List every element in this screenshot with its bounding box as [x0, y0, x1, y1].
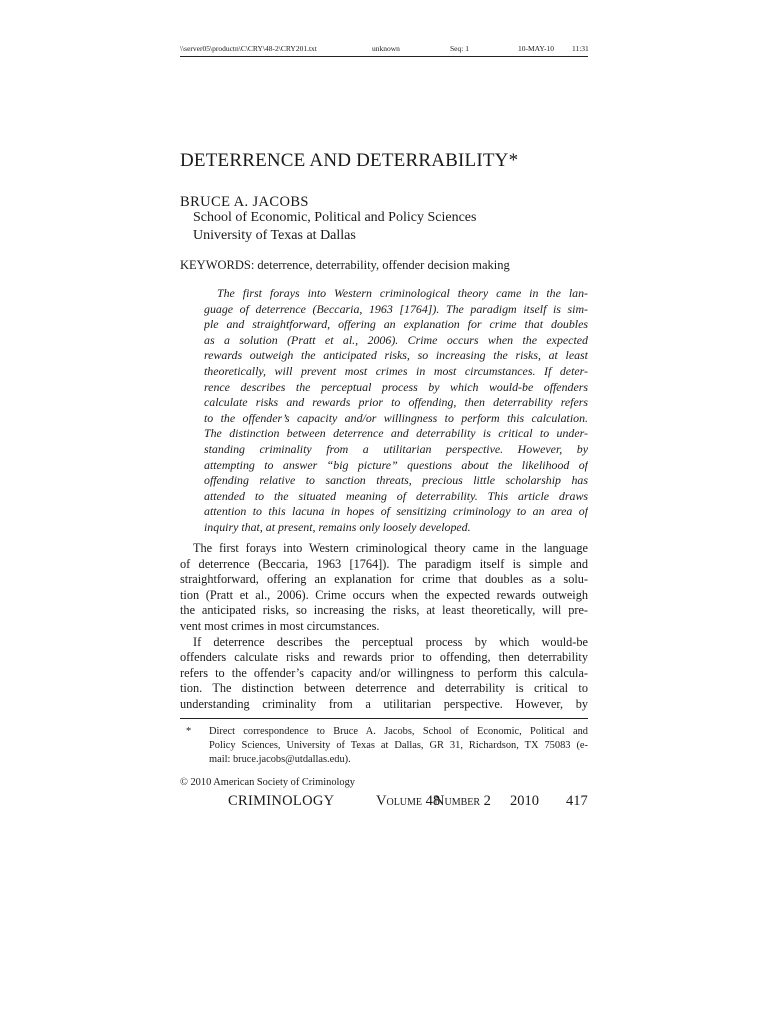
- abstract-line: calculate risks and rewards prior to offending, then deterrability refers: [204, 395, 588, 410]
- body-line: of deterrence (Beccaria, 1963 [1764]). The paradigm itself is simple and: [180, 556, 588, 571]
- body-line: The first forays into Western criminological theory came in the language: [193, 541, 588, 555]
- footnote-mark: *: [186, 726, 192, 737]
- header-time: 11:31: [572, 44, 589, 53]
- abstract-line: attempting to answer “big picture” questions about the likelihood of: [204, 457, 588, 472]
- body-line: If deterrence describes the perceptual process by which would-be: [193, 634, 588, 649]
- body-line: the anticipated risks, so increasing the risks, at least theoretically, will pre-: [180, 603, 588, 618]
- article-title: DETERRENCE AND DETERRABILITY*: [180, 150, 519, 171]
- body-line: straightforward, offering an explanation for crime that doubles as a solu-: [180, 572, 588, 587]
- header-date: 10-MAY-10: [518, 44, 554, 53]
- body-line: tion. The distinction between deterrence and deterrability is critical to: [180, 681, 588, 696]
- author-affiliation-university: University of Texas at Dallas: [193, 228, 356, 243]
- journal-year: 2010: [510, 793, 539, 809]
- abstract-line: inquiry that, at present, remains only loosely developed.: [204, 519, 471, 534]
- journal-volume: Volume 48: [376, 793, 441, 809]
- keywords: KEYWORDS: deterrence, deterrability, offender decision making: [180, 258, 510, 272]
- footnote-line: Policy Sciences, University of Texas at Dallas, GR 31, Richardson, TX 75083 (e-: [209, 740, 588, 751]
- abstract-line: The distinction between deterrence and deterrability is critical to under-: [204, 426, 588, 441]
- body-line: tion (Pratt et al., 2006). Crime occurs when the expected rewards outweigh: [180, 587, 588, 602]
- journal-name: CRIMINOLOGY: [228, 793, 335, 809]
- abstract-line: attention to this lacuna in hopes of sensitizing criminology to an area of: [204, 504, 588, 519]
- footnote-text: [209, 725, 588, 767]
- body-text: [180, 541, 588, 713]
- header-status: unknown: [372, 44, 400, 53]
- body-line: understanding criminality from a utilitarian perspective. However, by: [180, 696, 588, 711]
- page-number: 417: [566, 793, 588, 809]
- abstract-line: standing criminality from a utilitarian perspective. However, by: [204, 441, 588, 456]
- header-file-path: \\server05\productn\C\CRY\48-2\CRY201.txt: [180, 44, 317, 53]
- author-affiliation-school: School of Economic, Political and Policy Sciences: [193, 210, 477, 225]
- abstract-line: rence describes the perceptual process by which would-be offenders: [204, 379, 588, 394]
- copyright-notice: © 2010 American Society of Criminology: [180, 777, 355, 788]
- header-sequence: Seq: 1: [450, 44, 469, 53]
- footnote-divider: [180, 718, 588, 719]
- journal-number: Number 2: [434, 793, 491, 809]
- body-line: vent most crimes in most circumstances.: [180, 618, 380, 633]
- running-header: [180, 44, 588, 57]
- abstract-line: attended to the situated meaning of deterrability. This article draws: [204, 488, 588, 503]
- footnote-line: Direct correspondence to Bruce A. Jacobs, School of Economic, Political and: [209, 726, 588, 737]
- body-line: refers to the offender’s capacity and/or willingness to perform this calcula-: [180, 665, 588, 680]
- author-name: BRUCE A. JACOBS: [180, 194, 309, 210]
- abstract-line: guage of deterrence (Beccaria, 1963 [1764]). The paradigm itself is sim-: [204, 301, 588, 316]
- abstract-line: to the offender’s capacity and/or willingness to perform this calculation.: [204, 410, 588, 425]
- abstract-line: The first forays into Western criminological theory came in the lan-: [217, 286, 588, 300]
- abstract: [204, 286, 588, 536]
- abstract-line: as a solution (Pratt et al., 2006). Crime occurs when the expected: [204, 332, 588, 347]
- abstract-line: ple and straightforward, offering an explanation for crime that doubles: [204, 317, 588, 332]
- footnote-line: mail: bruce.jacobs@utdallas.edu).: [209, 754, 351, 765]
- abstract-line: rewards outweigh the anticipated risks, so increasing the risks, at least: [204, 348, 588, 363]
- body-line: offenders calculate risks and rewards prior to offending, then deterrability: [180, 650, 588, 665]
- abstract-line: theoretically, will prevent most crimes in most circumstances. If deter-: [204, 363, 588, 378]
- abstract-line: offending relative to sanction threats, precious little scholarship has: [204, 473, 588, 488]
